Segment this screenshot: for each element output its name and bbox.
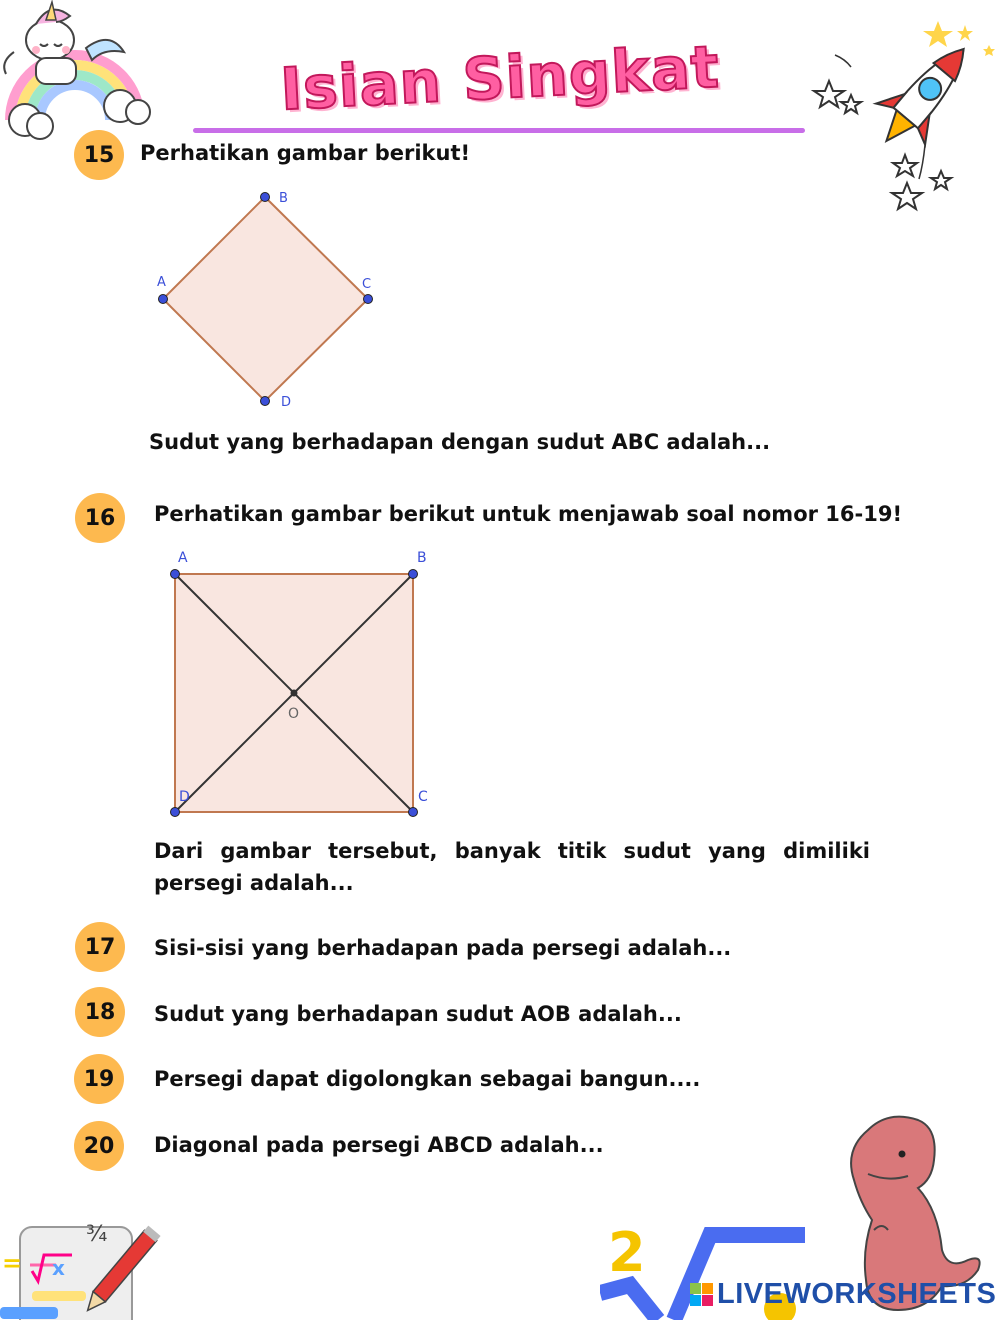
point-a — [171, 570, 180, 579]
point-d — [171, 808, 180, 817]
page-title: Isian Singkat — [278, 32, 722, 124]
question-16-text: Dari gambar tersebut, banyak titik sudut yang dimiliki persegi adalah... — [154, 839, 870, 895]
point-b — [409, 570, 418, 579]
question-15-text: Sudut yang berhadapan dengan sudut ABC adalah... — [149, 430, 771, 454]
label-c: C — [418, 789, 428, 805]
question-number-badge: 15 — [74, 130, 124, 180]
question-19-text: Persegi dapat digolongkan sebagai bangun.... — [154, 1067, 701, 1091]
label-o: O — [288, 706, 300, 722]
label-a: A — [157, 275, 166, 290]
math-notebook-illustration — [0, 1215, 165, 1320]
x-symbol: x — [52, 1256, 65, 1280]
label-b: B — [279, 191, 288, 206]
label-b: B — [417, 550, 427, 566]
question-number-badge: 16 — [75, 493, 125, 543]
equals-symbol: = — [2, 1249, 23, 1277]
point-o — [291, 690, 298, 697]
point-c — [409, 808, 418, 817]
figure-square-abcd — [160, 540, 450, 830]
question-number-badge: 20 — [74, 1121, 124, 1171]
rhombus-shape — [163, 197, 368, 401]
question-18-text: Sudut yang berhadapan sudut AOB adalah... — [154, 1002, 682, 1026]
title-underline — [193, 128, 805, 133]
question-16-instruction: Perhatikan gambar berikut untuk menjawab soal nomor 16-19! — [154, 502, 903, 526]
point-a — [159, 295, 168, 304]
figure-rhombus-abcd — [150, 185, 390, 415]
point-c — [364, 295, 373, 304]
label-d: D — [281, 395, 292, 410]
number-two: 2 — [608, 1221, 646, 1284]
question-17-text: Sisi-sisi yang berhadapan pada persegi adalah... — [154, 936, 732, 960]
question-20-text: Diagonal pada persegi ABCD adalah... — [154, 1133, 604, 1157]
point-d — [261, 397, 270, 406]
question-15-instruction: Perhatikan gambar berikut! — [140, 141, 471, 165]
label-d: D — [179, 789, 190, 805]
logo-text: LIVEWORKSHEETS — [717, 1278, 997, 1310]
label-a: A — [178, 550, 188, 566]
fraction-symbol: ¾ — [86, 1222, 108, 1247]
point-b — [261, 193, 270, 202]
label-c: C — [362, 277, 372, 292]
logo-icon — [690, 1283, 713, 1306]
liveworksheets-logo — [690, 1278, 996, 1311]
question-number-badge: 17 — [75, 922, 125, 972]
question-number-badge: 19 — [74, 1054, 124, 1104]
question-number-badge: 18 — [75, 987, 125, 1037]
